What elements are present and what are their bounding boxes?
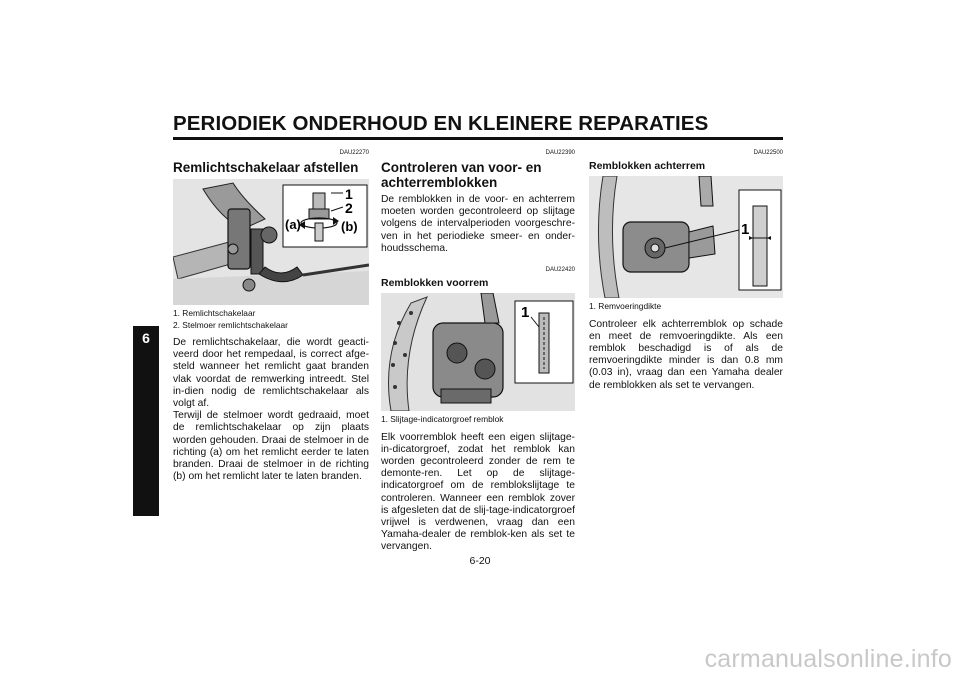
brake-light-switch-figure: [173, 179, 369, 305]
body-paragraph: De remblokken in de voor- en achterrem moeten worden gecontroleerd op slijtage volgens de intervalperioden voorgeschre-ven in het periodieke smeer- en onder-houdsschema.: [381, 194, 575, 254]
front-brake-pad-figure: [381, 293, 575, 411]
header-rule: [173, 137, 783, 140]
figure-callout-1: 1: [741, 221, 750, 238]
brake-light-switch-illustration: [173, 179, 369, 305]
section-code: DAU22270: [339, 150, 369, 156]
figure-caption: [173, 308, 369, 331]
body-paragraph: Elk voorremblok heeft een eigen slijtage-in-dicatorgroef, zodat het remblok kan worden gecontroleerd zonder de rem te demonte-ren. Let op de slijtage-indicatorgroef om de remblokslijtage te controleren. Wanneer een remblok zover is afgesleten dat de slij-tage-indicatorgroef vrijwel is verdwenen, vraag dan een Yamaha-dealer de remblok-ken als set te vervangen.: [381, 431, 575, 553]
section-heading: Remlichtschakelaar afstellen: [173, 160, 359, 175]
body-paragraph: Controleer elk achterremblok op schade en meet de remvoeringdikte. Als een remblok beschadigd is of als de remvoeringdikte minder is dan 0.8 mm (0.03 in), vraag dan een Yamaha dealer de remblokken als set te vervangen.: [589, 318, 783, 391]
figure-callout-b: (b): [341, 219, 358, 234]
figure-callout-2: 2: [345, 200, 353, 216]
section-heading: Controleren van voor- en achterremblokken: [381, 160, 542, 190]
figure-caption: [589, 301, 783, 313]
rear-brake-pad-figure: [589, 176, 783, 298]
front-brake-caliper-illustration: [381, 293, 575, 411]
caption-line: 1. Slijtage-indicatorgroef remblok: [381, 414, 504, 425]
caption-line: 1. Remlichtschakelaar: [173, 308, 256, 318]
body-paragraph: Terwijl de stelmoer wordt gedraaid, moet de remlichtschakelaar op zijn plaats worden gehouden. Draai de stelmoer in de richting (a) om het remlicht eerder te laten branden. Draai de stelmoer in de richting (b) om het remlicht later te laten branden.: [173, 410, 369, 483]
body-paragraph: De remlichtschakelaar, die wordt geacti-veerd door het rempedaal, is correct afge-steld wanneer het remlicht gaat branden vlak voordat de remwerking intreedt. Stel in-dien nodig de remlichtschakelaar als volgt af.: [173, 337, 369, 410]
section-code: DAU22420: [545, 267, 575, 274]
column-brake-light-switch: [173, 150, 369, 483]
figure-callout-1: 1: [521, 304, 530, 322]
section-code: DAU22390: [545, 150, 575, 156]
caption-line: 1. Remvoeringdikte: [589, 301, 662, 311]
caption-line: 2. Stelmoer remlichtschakelaar: [173, 319, 288, 330]
page-number: 6-20: [469, 555, 491, 567]
column-brake-pads: [381, 150, 575, 554]
subsection-heading: Remblokken achterrem: [589, 160, 706, 172]
figure-caption: [381, 414, 575, 426]
subsection-heading: Remblokken voorrem: [381, 277, 489, 290]
chapter-tab: 6: [133, 326, 159, 516]
page-title: PERIODIEK ONDERHOUD EN KLEINERE REPARATIES: [173, 112, 709, 135]
column-rear-brake-pads: [589, 150, 783, 392]
figure-callout-1: 1: [345, 186, 353, 202]
footer-watermark: carmanualsonline.info: [704, 645, 952, 673]
rear-brake-caliper-illustration: [589, 176, 783, 298]
figure-callout-a: (a): [285, 217, 301, 232]
section-code: DAU22500: [753, 150, 783, 156]
